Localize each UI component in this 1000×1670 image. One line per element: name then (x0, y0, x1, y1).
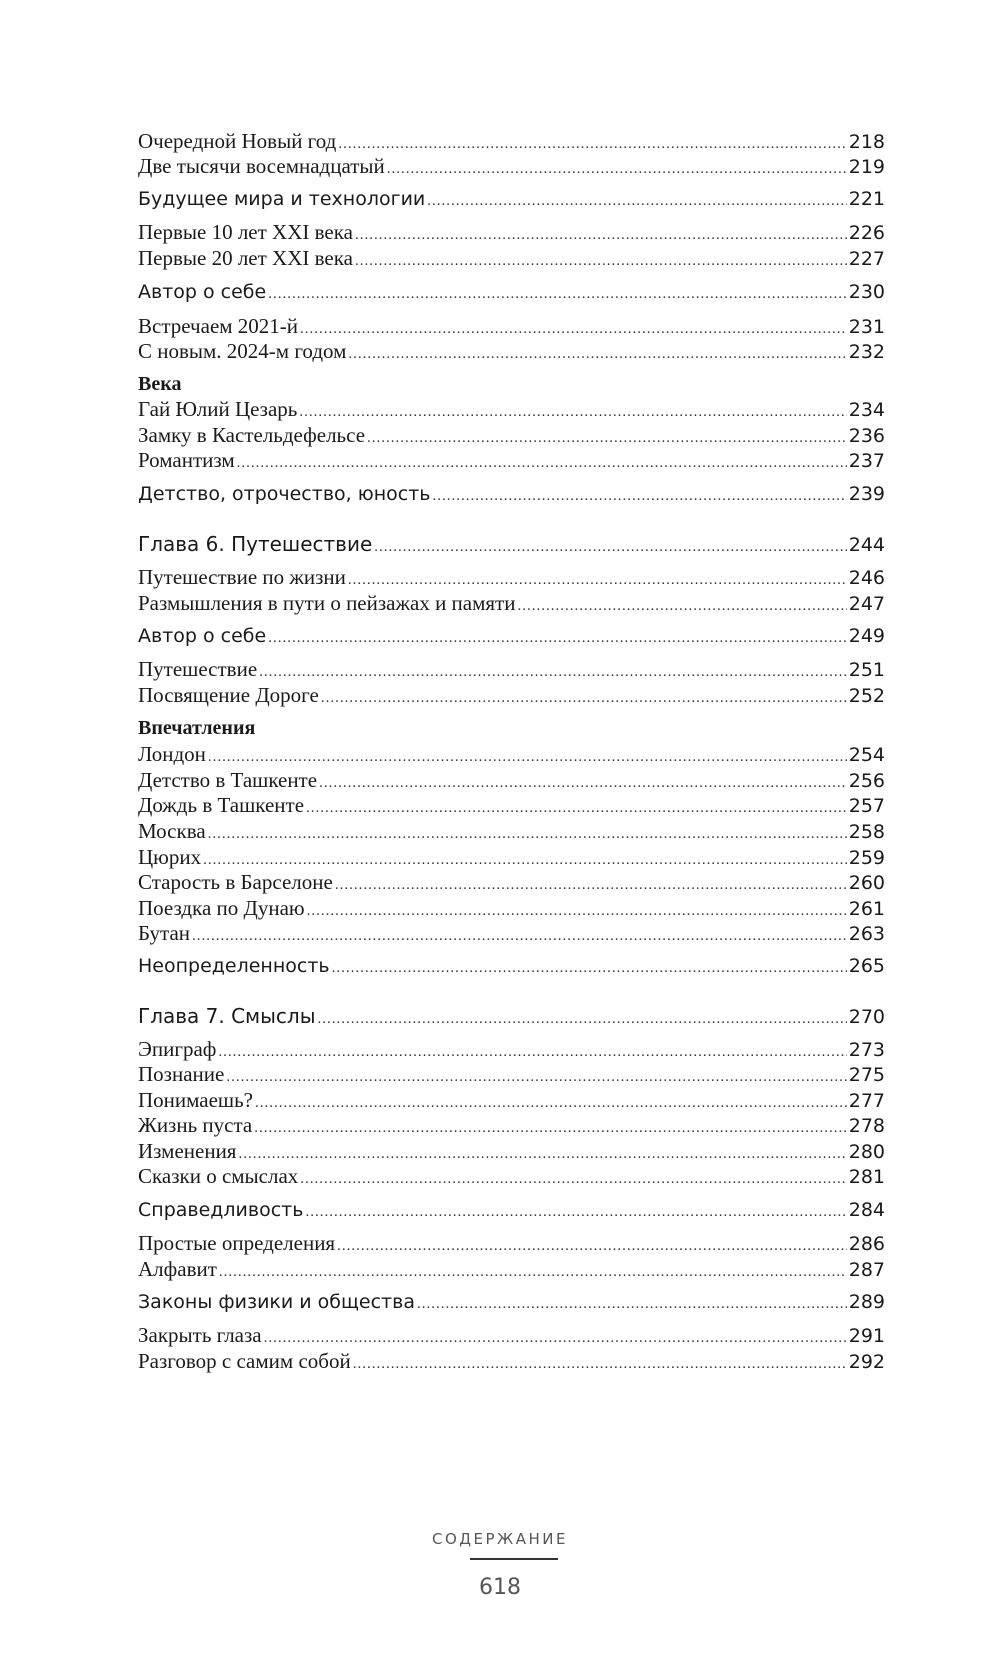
toc-entry-page: 260 (848, 872, 885, 894)
toc-entry-title: Романтизм (138, 448, 235, 472)
toc-entry-title: Бутан (138, 921, 191, 945)
toc-entry-page: 230 (848, 281, 885, 303)
dot-leader (427, 188, 846, 214)
toc-entry-title: С новым. 2024-м годом (138, 339, 347, 363)
toc-entry (138, 279, 885, 305)
toc-subheading: Впечатления (138, 717, 256, 739)
toc-entry (138, 422, 885, 448)
toc-entry-title: Автор о себе (138, 625, 267, 647)
toc-entry-title: Лондон (138, 742, 206, 766)
toc-entry-title: Первые 10 лет XXI века (138, 220, 353, 244)
toc-entry-title: Сказки о смыслах (138, 1164, 299, 1188)
dot-leader (432, 483, 846, 509)
dot-leader (268, 281, 847, 307)
toc-entry-title: Понимаешь? (138, 1088, 253, 1112)
toc-entry-page: 263 (848, 923, 885, 945)
dot-leader (300, 1166, 846, 1192)
toc-entry-page: 231 (848, 316, 885, 338)
toc-entry-title: Замку в Кастельдефельсе (138, 423, 366, 447)
toc-entry-title: Закрыть глаза (138, 1323, 262, 1347)
toc-entry-page: 270 (848, 1006, 885, 1028)
toc-entry (138, 895, 885, 921)
toc-entry (138, 1256, 885, 1282)
dot-leader (417, 1291, 847, 1317)
toc-entry (138, 1289, 885, 1315)
toc-entry-page: 226 (848, 222, 885, 244)
toc-entry-page: 232 (848, 341, 885, 363)
toc-entry-page: 284 (848, 1199, 885, 1221)
toc-entry-page: 239 (848, 483, 885, 505)
toc-entry (138, 1230, 885, 1256)
dot-leader (219, 1259, 847, 1285)
toc-entry-title: Жизнь пуста (138, 1113, 253, 1137)
toc-entry (138, 338, 885, 364)
toc-entry (138, 682, 885, 708)
toc-entry (138, 1112, 885, 1138)
toc-entry-page: 254 (848, 744, 885, 766)
toc-entry-page: 227 (848, 248, 885, 270)
toc-entry-title: Алфавит (138, 1257, 217, 1281)
dot-leader (305, 1199, 846, 1225)
toc-entry-title: Детство в Ташкенте (138, 768, 318, 792)
toc-entry-page: 256 (848, 770, 885, 792)
toc-entry-page: 289 (848, 1291, 885, 1313)
toc-chapter-entry (138, 1003, 885, 1029)
toc-entry-page: 237 (848, 450, 885, 472)
toc-entry-title: Поездка по Дунаю (138, 896, 305, 920)
toc-entry-title: Гай Юлий Цезарь (138, 397, 298, 421)
toc-entry-title: Старость в Барселоне (138, 870, 333, 894)
toc-entry (138, 564, 885, 590)
toc-entry (138, 590, 885, 616)
dot-leader (332, 955, 847, 981)
toc-entry-title: Автор о себе (138, 281, 267, 303)
toc-entry (138, 128, 885, 154)
dot-leader (318, 1006, 847, 1032)
toc-entry (138, 153, 885, 179)
toc-entry (138, 767, 885, 793)
toc-entry (138, 219, 885, 245)
toc-entry-page: 286 (848, 1233, 885, 1255)
toc-entry-title: Разговор с самим собой (138, 1349, 351, 1373)
toc-entry-title: Глава 6. Путешествие (138, 532, 373, 556)
dot-leader (355, 248, 847, 274)
toc-entry (138, 920, 885, 946)
toc-entry-page: 261 (848, 898, 885, 920)
toc-entry (138, 1322, 885, 1348)
toc-entry (138, 1348, 885, 1374)
toc-entry (138, 1087, 885, 1113)
toc-entry-page: 219 (848, 156, 885, 178)
toc-entry-page: 247 (848, 593, 885, 615)
toc-entry-title: Цюрих (138, 845, 202, 869)
toc-entry-title: Познание (138, 1062, 225, 1086)
toc-entry-page: 275 (848, 1064, 885, 1086)
toc-entry-title: Путешествие (138, 657, 258, 681)
toc-entry-page: 252 (848, 685, 885, 707)
toc-entry-title: Будущее мира и технологии (138, 188, 426, 210)
page-number: 618 (479, 1575, 521, 1600)
toc-entry-title: Размышления в пути о пейзажах и памяти (138, 591, 516, 615)
toc-entry-title: Справедливость (138, 1199, 304, 1221)
toc-entry-page: 291 (848, 1325, 885, 1347)
toc-entry-page: 234 (848, 399, 885, 421)
toc-entry-page: 246 (848, 567, 885, 589)
dot-leader (321, 685, 847, 711)
toc-entry (138, 245, 885, 271)
toc-entry-page: 249 (848, 625, 885, 647)
toc-entry-page: 251 (848, 659, 885, 681)
toc-entry (138, 844, 885, 870)
dot-leader (353, 1351, 847, 1377)
toc-entry-title: Изменения (138, 1139, 237, 1163)
toc-entry (138, 481, 885, 507)
dot-leader (192, 923, 847, 949)
toc-subheading: Века (138, 373, 182, 395)
running-footer-section: СОДЕРЖАНИЕ (432, 1530, 568, 1548)
toc-entry (138, 623, 885, 649)
toc-entry (138, 656, 885, 682)
toc-entry-title: Глава 7. Смыслы (138, 1004, 316, 1028)
toc-entry-title: Эпиграф (138, 1037, 217, 1061)
dot-leader (517, 593, 846, 619)
toc-entry-title: Первые 20 лет XXI века (138, 246, 353, 270)
toc-entry (138, 1061, 885, 1087)
toc-entry (138, 869, 885, 895)
toc-entry-page: 287 (848, 1259, 885, 1281)
dot-leader (268, 625, 847, 651)
toc-entry-page: 257 (848, 795, 885, 817)
dot-leader (348, 341, 846, 367)
toc-entry (138, 313, 885, 339)
toc-entry-page: 258 (848, 821, 885, 843)
toc-entry (138, 1163, 885, 1189)
toc-entry-page: 277 (848, 1090, 885, 1112)
toc-entry-page: 244 (848, 534, 885, 556)
toc-entry-title: Законы физики и общества (138, 1291, 415, 1313)
toc-entry-page: 281 (848, 1166, 885, 1188)
toc-entry-title: Неопределенность (138, 955, 330, 977)
toc-entry-title: Очередной Новый год (138, 129, 337, 153)
dot-leader (387, 156, 847, 182)
toc-entry-page: 278 (848, 1115, 885, 1137)
toc-entry-page: 259 (848, 847, 885, 869)
toc-entry-title: Простые определения (138, 1231, 336, 1255)
toc-entry (138, 953, 885, 979)
toc-entry (138, 792, 885, 818)
toc-entry-title: Две тысячи восемнадцатый (138, 154, 385, 178)
toc-entry (138, 741, 885, 767)
toc-entry-title: Дождь в Ташкенте (138, 793, 305, 817)
toc-entry-title: Детство, отрочество, юность (138, 483, 431, 505)
dot-leader (374, 534, 846, 560)
toc-entry (138, 1138, 885, 1164)
toc-entry (138, 1197, 885, 1223)
toc-entry (138, 396, 885, 422)
toc-entry-page: 265 (848, 955, 885, 977)
toc-entry-page: 236 (848, 425, 885, 447)
toc-entry-title: Встречаем 2021-й (138, 314, 299, 338)
toc-entry-page: 218 (848, 131, 885, 153)
toc-entry (138, 1036, 885, 1062)
toc-entry-page: 273 (848, 1039, 885, 1061)
toc-entry-title: Путешествие по жизни (138, 565, 346, 589)
toc-entry-page: 221 (848, 188, 885, 210)
toc-entry (138, 818, 885, 844)
toc-entry-title: Посвящение Дороге (138, 683, 319, 707)
toc-entry-title: Москва (138, 819, 206, 843)
dot-leader (237, 450, 847, 476)
toc-chapter-entry (138, 531, 885, 557)
toc-entry (138, 186, 885, 212)
toc-entry-page: 280 (848, 1141, 885, 1163)
toc-entry (138, 447, 885, 473)
toc-entry-page: 292 (848, 1351, 885, 1373)
footer-divider (470, 1558, 558, 1560)
